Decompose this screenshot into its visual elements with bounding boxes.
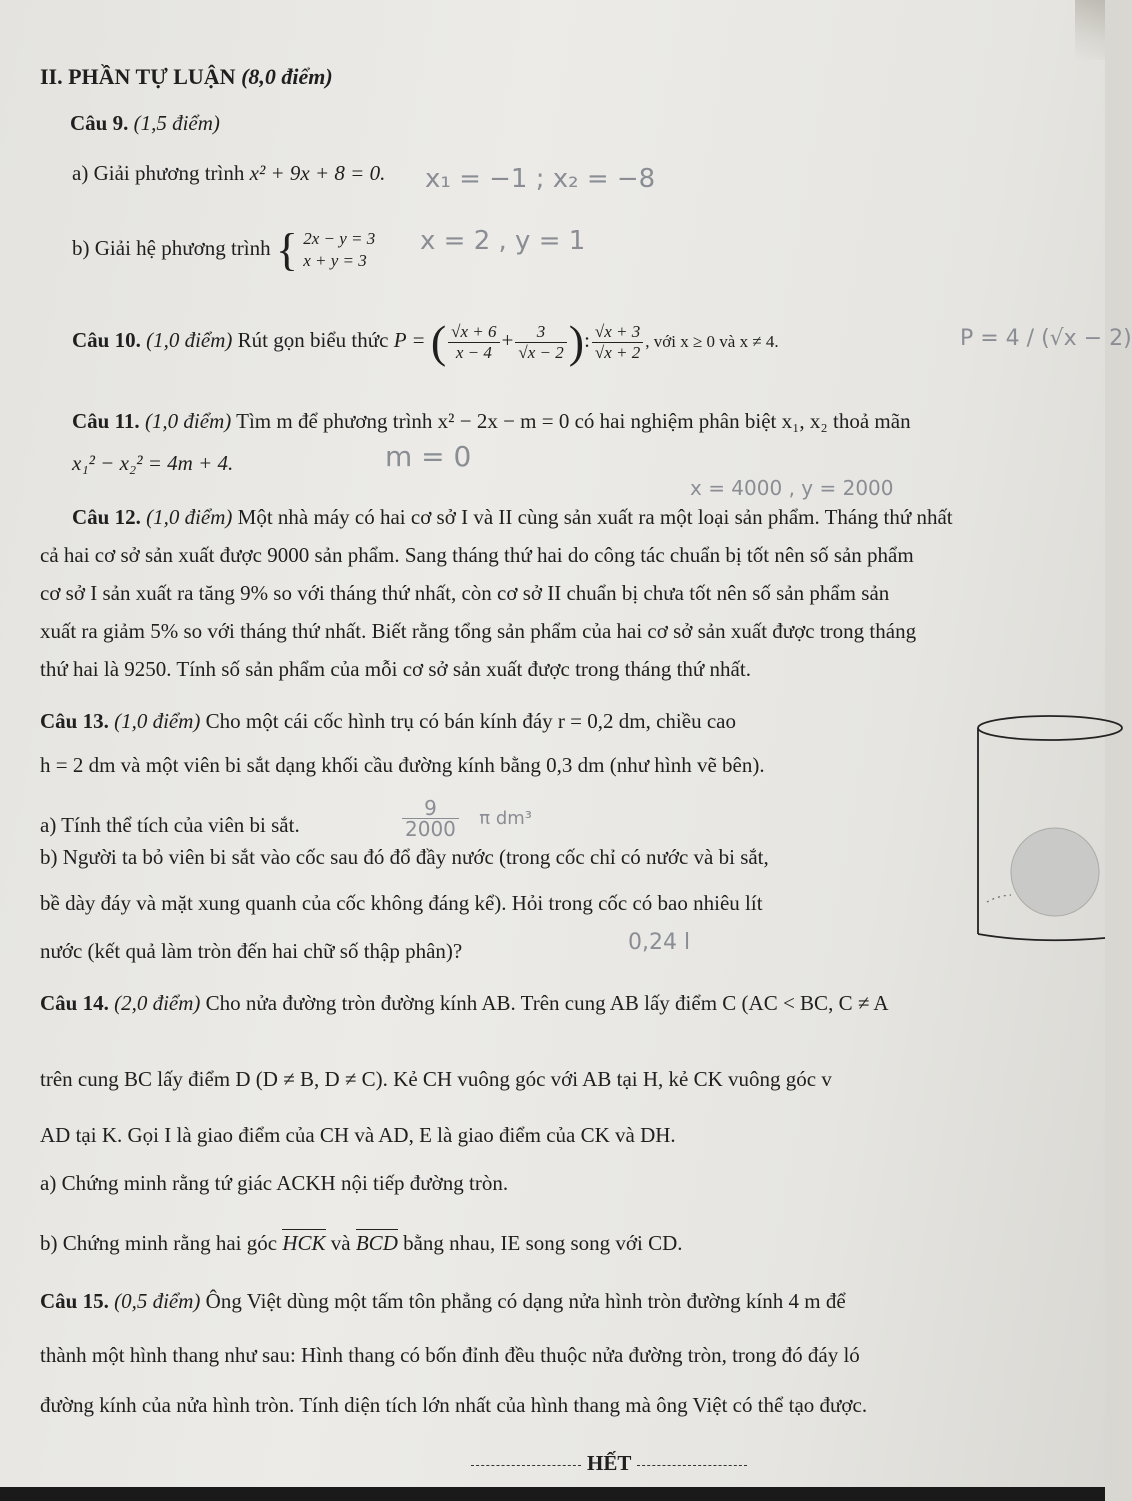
q15-text-1: Ông Việt dùng một tấm tôn phẳng có dạng nửa hình tròn đường kính 4 m để: [205, 1289, 846, 1313]
q13-hand-den: 2000: [405, 817, 456, 841]
q11-points: (1,0 điểm): [144, 409, 232, 433]
q10-row: [72, 312, 779, 370]
q11-label: Câu 11.: [72, 409, 140, 433]
q13-hand-frac: [402, 798, 459, 839]
q9-a: [72, 160, 385, 186]
q9-b-text: b) Giải hệ phương trình: [72, 235, 271, 260]
q14-line2: trên cung BC lấy điểm D (D ≠ B, D ≠ C). Kẻ CH vuông góc với AB tại H, kẻ CK vuông góc v: [40, 1067, 832, 1091]
section-title: [40, 64, 333, 90]
q11-handwriting: m = 0: [385, 440, 472, 473]
paper-corner: [1075, 0, 1105, 60]
q13-b3: nước (kết quả làm tròn đến hai chữ số thập phân)?: [40, 939, 463, 963]
q14-angle-hck: HCK: [282, 1231, 326, 1255]
q12-label: Câu 12.: [72, 505, 141, 529]
q10-p: P =: [393, 328, 426, 352]
q12-points: (1,0 điểm): [146, 505, 233, 529]
q12-line3: cơ sở I sản xuất ra tăng 9% so với tháng thứ nhất, còn cơ sở II chuẩn bị chưa tốt nên số sản phẩm sản: [40, 581, 890, 605]
q13-hand-rest: π dm³: [479, 808, 532, 829]
q14-line1: [40, 990, 889, 1016]
q12-line5: thứ hai là 9250. Tính số sản phẩm của mỗi cơ sở sản xuất được trong tháng thứ nhất.: [40, 657, 751, 681]
q9-points: (1,5 điểm): [133, 111, 220, 135]
q13-b1: b) Người ta bỏ viên bi sắt vào cốc sau đó đổ đầy nước (trong cốc chỉ có nước và bi sắt,: [40, 845, 769, 869]
section-title-text: II. PHẦN TỰ LUẬN: [40, 64, 236, 89]
q14-angle-bcd: BCD: [355, 1231, 398, 1255]
q10-points: (1,0 điểm): [146, 328, 233, 352]
q10-text: Rút gọn biểu thức: [237, 328, 389, 352]
q14-b-pre: b) Chứng minh rằng hai góc: [40, 1231, 278, 1255]
q12-line2: cả hai cơ sở sản xuất được 9000 sản phẩm. Sang tháng thứ hai do công tác chuẩn bị tốt nên số sản phẩm: [40, 543, 914, 567]
q12-line4: xuất ra giảm 5% so với tháng thứ nhất. Biết rằng tổng sản phẩm của hai cơ sở sản xuất được trong tháng: [40, 619, 917, 643]
footer-dash-left: [471, 1465, 581, 1466]
q13-text-1: Cho một cái cốc hình trụ có bán kính đáy r = 0,2 dm, chiều cao: [205, 709, 736, 733]
q14-b-post: bằng nhau, IE song song với CD.: [403, 1231, 683, 1255]
q15-points: (0,5 điểm): [114, 1289, 201, 1313]
q13-label: Câu 13.: [40, 709, 109, 733]
q10-f3-den: √x + 2: [594, 342, 641, 362]
q14-b-and: và: [330, 1231, 351, 1255]
q13-line1: [40, 708, 736, 734]
q14-points: (2,0 điểm): [114, 991, 201, 1015]
q13-b2: bề dày đáy và mặt xung quanh của cốc không đáng kể). Hỏi trong cốc có bao nhiêu lít: [40, 891, 763, 915]
photo-bottom-edge: [0, 1487, 1105, 1501]
q10-f1-num: √x + 6: [448, 322, 499, 343]
paren-open: (: [430, 316, 447, 368]
q10-frac3: [592, 322, 643, 363]
q14-line3: AD tại K. Gọi I là giao điểm của CH và AD, E là giao điểm của CK và DH.: [40, 1123, 676, 1147]
q10-f1-den: x − 4: [455, 342, 492, 362]
q12-text-1: Một nhà máy có hai cơ sở I và II cùng sản xuất ra một loại sản phẩm. Tháng thứ nhất: [237, 505, 953, 529]
section-points: (8,0 điểm): [241, 64, 333, 89]
water-line: [987, 895, 1011, 902]
q9-b: [72, 224, 376, 275]
q13-b-handwriting: 0,24 l: [628, 930, 691, 955]
q9-label: Câu 9.: [70, 111, 129, 135]
q10-f3-num: √x + 3: [592, 322, 643, 343]
footer: [465, 1450, 753, 1476]
q10-colon: :: [584, 328, 590, 352]
q9-a-equation: x² + 9x + 8 = 0.: [249, 161, 386, 185]
q15-label: Câu 15.: [40, 1289, 109, 1313]
q15-line3: đường kính của nửa hình tròn. Tính diện tích lớn nhất của hình thang mà ông Việt có thể tạo được.: [40, 1393, 868, 1417]
q15-line2: thành một hình thang như sau: Hình thang có bốn đỉnh đều thuộc nửa đường tròn, trong đó đáy ló: [40, 1343, 860, 1367]
q12-handwriting: x = 4000 , y = 2000: [690, 476, 894, 500]
q14-a: a) Chứng minh rằng tứ giác ACKH nội tiếp đường tròn.: [40, 1171, 509, 1195]
q10-handwriting: P = 4 / (√x − 2): [960, 326, 1132, 351]
q10-frac1: [448, 322, 499, 363]
system-brace: {: [275, 224, 298, 275]
q10-f2-num: 3: [515, 322, 566, 343]
q10-frac2: [515, 322, 566, 363]
paren-close: ): [568, 316, 585, 368]
iron-ball: [1011, 828, 1099, 916]
footer-text: HẾT: [587, 1451, 632, 1475]
q10-f2-den: √x − 2: [518, 342, 564, 362]
q14-text-1: Cho nửa đường tròn đường kính AB. Trên cung AB lấy điểm C (AC < BC, C ≠ A: [205, 991, 889, 1015]
q9-b-eq1: 2x − y = 3: [303, 229, 376, 248]
q15-line1: [40, 1288, 846, 1314]
q10-label: Câu 10.: [72, 328, 141, 352]
q11-line1: [72, 408, 911, 434]
cylinder-cup-figure: [975, 712, 1105, 952]
q11-line2: x₁² − x₂² = 4m + 4.: [72, 451, 234, 475]
q13-points: (1,0 điểm): [114, 709, 201, 733]
q14-label: Câu 14.: [40, 991, 109, 1015]
cup-top-rim: [978, 716, 1122, 740]
footer-dash-right: [637, 1465, 747, 1466]
q12-line1: [72, 504, 953, 530]
q10-plus: +: [501, 328, 514, 352]
q9-a-text: a) Giải phương trình: [72, 161, 245, 185]
q9-b-system: [303, 228, 375, 272]
q13-line2: h = 2 dm và một viên bi sắt dạng khối cầu đường kính bằng 0,3 dm (như hình vẽ bên).: [40, 753, 765, 777]
q13-a-handwriting: [400, 798, 532, 839]
cup-bottom: [978, 934, 1105, 940]
q11-text: Tìm m để phương trình x² − 2x − m = 0 có hai nghiệm phân biệt x₁, x₂ thoả mãn: [236, 409, 911, 433]
q13-hand-num: 9: [402, 798, 459, 819]
q13-a: a) Tính thể tích của viên bi sắt.: [40, 813, 300, 837]
q9-a-handwriting: x₁ = −1 ; x₂ = −8: [425, 164, 656, 194]
q10-condition: , với x ≥ 0 và x ≠ 4.: [645, 332, 779, 351]
q14-b: [40, 1230, 683, 1256]
q9-b-handwriting: x = 2 , y = 1: [420, 226, 586, 256]
q9-b-eq2: x + y = 3: [303, 251, 367, 270]
q9-header: [70, 110, 220, 136]
